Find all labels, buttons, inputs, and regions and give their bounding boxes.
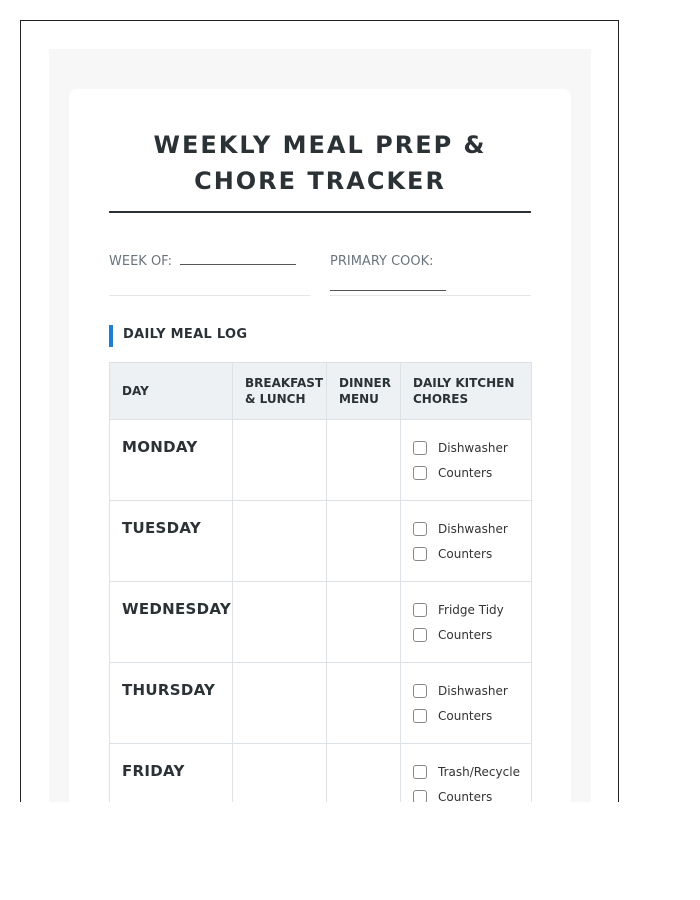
chore-item[interactable] — [413, 435, 531, 460]
week-of-label: WEEK OF: — [109, 254, 173, 269]
table-row — [110, 501, 532, 582]
chore-checkbox[interactable] — [413, 603, 427, 617]
chore-label: Fridge Tidy — [438, 602, 504, 617]
section-title: DAILY MEAL LOG — [123, 327, 248, 342]
chore-item[interactable] — [413, 516, 531, 541]
chore-item[interactable] — [413, 784, 531, 802]
breakfast-lunch-cell[interactable] — [233, 582, 327, 663]
chore-label: Counters — [438, 465, 493, 480]
breakfast-lunch-cell[interactable] — [233, 501, 327, 582]
document-frame — [20, 20, 619, 802]
breakfast-lunch-cell[interactable] — [233, 663, 327, 744]
chore-checkbox[interactable] — [413, 522, 427, 536]
chores-cell — [401, 501, 532, 582]
day-cell — [110, 744, 233, 803]
chore-checkbox[interactable] — [413, 684, 427, 698]
chore-checkbox[interactable] — [413, 790, 427, 803]
chore-label: Dishwasher — [438, 683, 508, 698]
chore-checkbox[interactable] — [413, 547, 427, 561]
day-name: THURSDAY — [122, 681, 216, 699]
day-name: WEDNESDAY — [122, 600, 232, 618]
chores-cell — [401, 744, 532, 803]
chore-list — [401, 744, 531, 802]
chores-cell — [401, 420, 532, 501]
chore-item[interactable] — [413, 678, 531, 703]
table-row — [110, 420, 532, 501]
week-of-field[interactable] — [109, 249, 309, 275]
primary-cook-label: PRIMARY COOK: — [330, 254, 434, 269]
primary-cook-field[interactable] — [330, 249, 530, 301]
chore-label: Dishwasher — [438, 521, 508, 536]
chore-checkbox[interactable] — [413, 765, 427, 779]
dinner-menu-cell[interactable] — [327, 744, 401, 803]
day-cell — [110, 501, 233, 582]
chore-checkbox[interactable] — [413, 709, 427, 723]
dinner-menu-cell[interactable] — [327, 582, 401, 663]
chore-checkbox[interactable] — [413, 466, 427, 480]
day-name: TUESDAY — [122, 519, 202, 537]
chore-label: Counters — [438, 708, 493, 723]
chore-list — [401, 420, 531, 485]
chore-label: Counters — [438, 546, 493, 561]
day-name: MONDAY — [122, 438, 198, 456]
table-row — [110, 663, 532, 744]
column-header-daily-kitchen-chores: DAILY KITCHEN CHORES — [401, 363, 532, 420]
chore-list — [401, 582, 531, 647]
table-row — [110, 582, 532, 663]
column-header-breakfast-lunch: BREAKFAST & LUNCH — [233, 363, 327, 420]
column-header-day: DAY — [110, 363, 233, 420]
chore-label: Counters — [438, 789, 493, 802]
chores-cell — [401, 663, 532, 744]
dinner-menu-cell[interactable] — [327, 420, 401, 501]
chores-cell — [401, 582, 532, 663]
week-of-underline — [109, 295, 310, 296]
chore-list — [401, 501, 531, 566]
table-header-row — [110, 363, 532, 420]
tracker-sheet — [69, 89, 571, 802]
dinner-menu-cell[interactable] — [327, 501, 401, 582]
chore-label: Dishwasher — [438, 440, 508, 455]
breakfast-lunch-cell[interactable] — [233, 420, 327, 501]
day-cell — [110, 582, 233, 663]
chore-checkbox[interactable] — [413, 628, 427, 642]
chore-label: Counters — [438, 627, 493, 642]
day-cell — [110, 420, 233, 501]
day-name: FRIDAY — [122, 762, 185, 780]
week-of-blank-line[interactable] — [180, 250, 296, 265]
day-cell — [110, 663, 233, 744]
chore-item[interactable] — [413, 460, 531, 485]
column-header-dinner-menu: DINNER MENU — [327, 363, 401, 420]
chore-item[interactable] — [413, 759, 531, 784]
primary-cook-underline — [330, 295, 531, 296]
table-row — [110, 744, 532, 803]
chore-list — [401, 663, 531, 728]
title-divider — [109, 211, 531, 213]
section-accent-bar — [109, 325, 113, 347]
dinner-menu-cell[interactable] — [327, 663, 401, 744]
table-body — [110, 420, 532, 803]
chore-checkbox[interactable] — [413, 441, 427, 455]
page-title: WEEKLY MEAL PREP & CHORE TRACKER — [153, 131, 487, 195]
primary-cook-blank-line[interactable] — [330, 276, 446, 291]
chore-item[interactable] — [413, 703, 531, 728]
chore-item[interactable] — [413, 597, 531, 622]
chore-item[interactable] — [413, 541, 531, 566]
chore-label: Trash/Recycle — [438, 764, 520, 779]
chore-item[interactable] — [413, 622, 531, 647]
breakfast-lunch-cell[interactable] — [233, 744, 327, 803]
meal-log-table — [109, 362, 532, 802]
